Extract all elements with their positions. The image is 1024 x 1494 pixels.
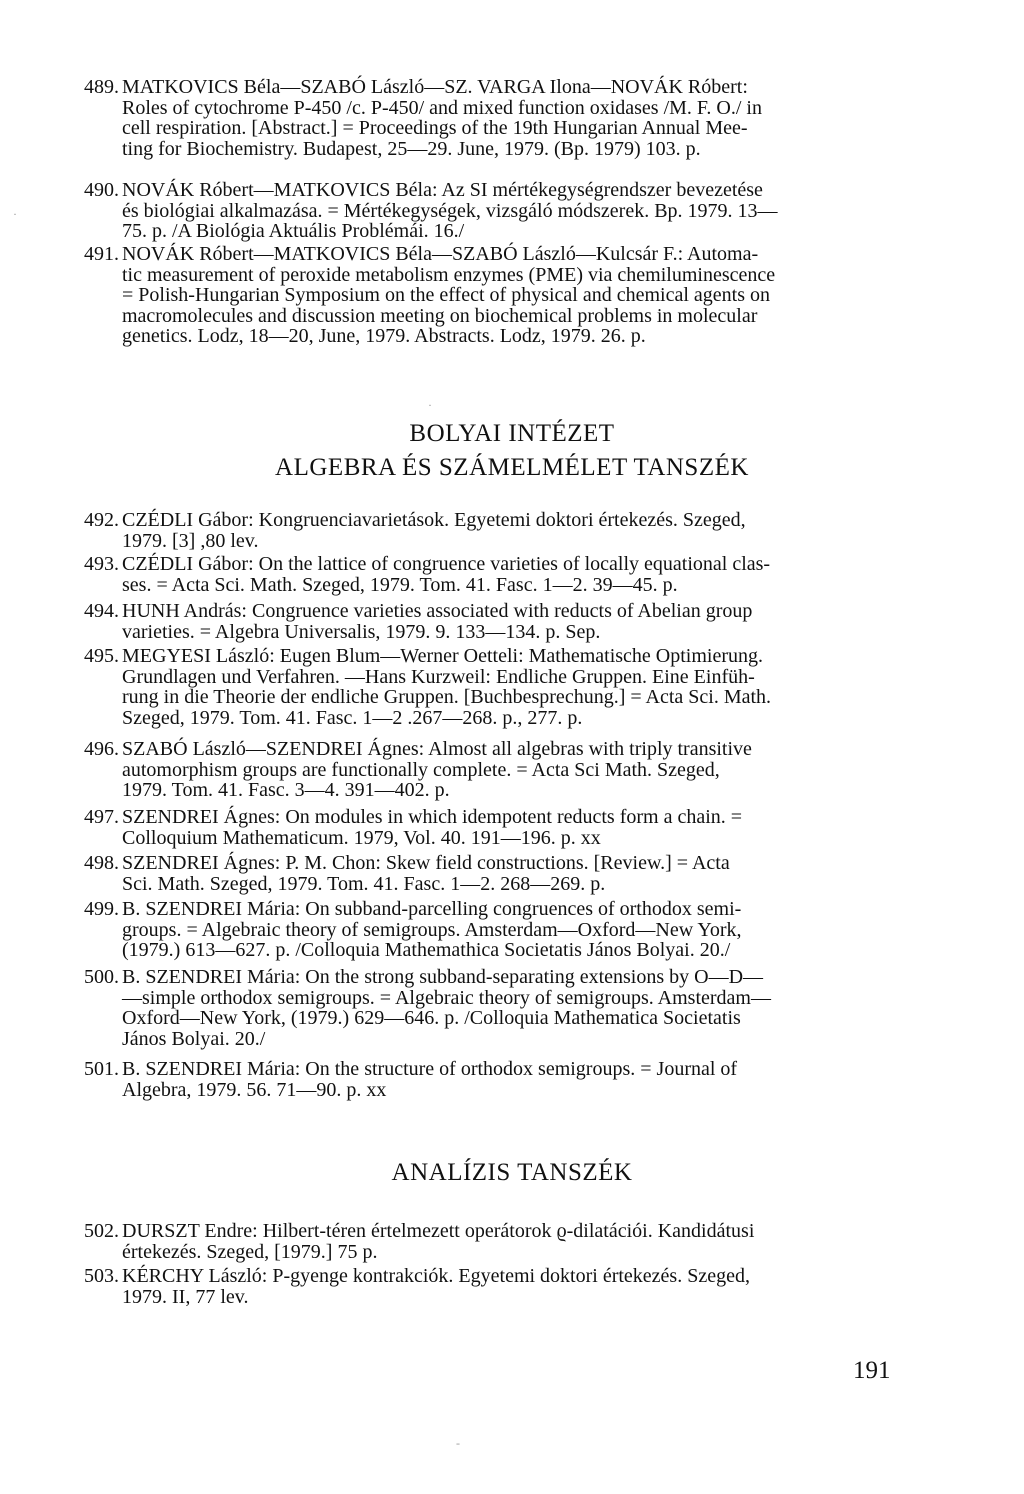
entry-line: tic measurement of peroxide metabolism enzymes (PME) via chemiluminescence xyxy=(122,263,776,286)
entry-line: CZÉDLI Gábor: On the lattice of congruence varieties of locally equational clas- xyxy=(122,553,771,575)
entry-number: 503. xyxy=(84,1265,119,1287)
entry-line: Roles of cytochrome P-450 /c. P-450/ and mixed function oxidases /M. F. O./ in xyxy=(122,96,762,119)
scan-speck: · xyxy=(13,207,17,221)
entry-line: CZÉDLI Gábor: Kongruenciavarietások. Egyetemi doktori értekezés. Szeged, xyxy=(122,509,746,531)
bibliography-entry-493 xyxy=(84,554,904,595)
bibliography-entry-492 xyxy=(84,510,904,551)
entry-number: 492. xyxy=(84,509,119,531)
entry-number: 494. xyxy=(84,600,119,622)
scan-speck: · xyxy=(428,398,432,412)
entry-line: B. SZENDREI Mária: On the structure of orthodox semigroups. = Journal of xyxy=(122,1058,738,1080)
entry-line: genetics. Lodz, 18—20, June, 1979. Abstracts. Lodz, 1979. 26. p. xyxy=(122,325,646,348)
bibliography-entry-502 xyxy=(84,1221,904,1262)
entry-number: 493. xyxy=(84,553,119,575)
entry-number: 491. xyxy=(84,243,119,265)
entry-line: DURSZT Endre: Hilbert-téren értelmezett operátorok ϱ-dilatációi. Kandidátusi xyxy=(122,1220,755,1242)
bibliography-entry-489 xyxy=(84,77,904,159)
bibliography-entry-500 xyxy=(84,967,904,1049)
entry-line: SZABÓ László—SZENDREI Ágnes: Almost all algebras with triply transitive xyxy=(122,738,752,760)
entry-line: cell respiration. [Abstract.] = Proceedings of the 19th Hungarian Annual Mee- xyxy=(122,117,748,140)
entry-line: ting for Biochemistry. Budapest, 25—29. June, 1979. (Bp. 1979) 103. p. xyxy=(122,137,701,160)
entry-line: = Polish-Hungarian Symposium on the effect of physical and chemical agents on xyxy=(122,284,770,307)
entry-line: 75. p. /A Biológia Aktuális Problémái. 16./ xyxy=(122,220,465,243)
entry-number: 502. xyxy=(84,1220,119,1242)
bibliography-entry-498 xyxy=(84,853,904,894)
entry-line: MATKOVICS Béla—SZABÓ László—SZ. VARGA Ilona—NOVÁK Róbert: xyxy=(122,76,748,98)
entry-line: Algebra, 1979. 56. 71—90. p. xx xyxy=(122,1078,387,1101)
entry-line: B. SZENDREI Mária: On the strong subband-separating extensions by O—D— xyxy=(122,966,764,988)
scan-speck: - xyxy=(456,1436,460,1450)
entry-line: és biológiai alkalmazása. = Mértékegységek, vizsgáló módszerek. Bp. 1979. 13— xyxy=(122,199,778,222)
entry-line: HUNH András: Congruence varieties associated with reducts of Abelian group xyxy=(122,600,753,622)
entry-number: 496. xyxy=(84,738,119,760)
entry-number: 497. xyxy=(84,806,119,828)
section-heading-analysis: ANALÍZIS TANSZÉK xyxy=(391,1159,633,1186)
entry-line: automorphism groups are functionally complete. = Acta Sci Math. Szeged, xyxy=(122,758,720,781)
entry-number: 495. xyxy=(84,645,119,667)
entry-line: varieties. = Algebra Universalis, 1979. 9. 133—134. p. Sep. xyxy=(122,620,601,643)
entry-line: macromolecules and discussion meeting on biochemical problems in molecular xyxy=(122,304,758,327)
entry-number: 499. xyxy=(84,898,119,920)
bibliography-entry-494 xyxy=(84,601,904,642)
bibliography-entry-490 xyxy=(84,180,904,242)
entry-line: értekezés. Szeged, [1979.] 75 p. xyxy=(122,1240,378,1263)
entry-number: 490. xyxy=(84,179,119,201)
page-number: 191 xyxy=(853,1357,891,1384)
entry-line: rung in die Theorie der endliche Gruppen. [Buchbesprechung.] = Acta Sci. Math. xyxy=(122,686,772,709)
section-heading-institute: BOLYAI INTÉZET xyxy=(409,420,615,447)
entry-line: KÉRCHY László: P-gyenge kontrakciók. Egyetemi doktori értekezés. Szeged, xyxy=(122,1265,750,1287)
entry-line: Grundlagen und Verfahren. —Hans Kurzweil: Endliche Gruppen. Eine Einfüh- xyxy=(122,665,755,688)
section-heading-department: ALGEBRA ÉS SZÁMELMÉLET TANSZÉK xyxy=(275,454,749,481)
entry-line: 1979. [3] ,80 lev. xyxy=(122,529,259,552)
bibliography-entry-495 xyxy=(84,646,904,728)
entry-number: 489. xyxy=(84,76,119,98)
bibliography-entry-499 xyxy=(84,899,904,961)
bibliography-entry-496 xyxy=(84,739,904,801)
entry-line: groups. = Algebraic theory of semigroups. Amsterdam—Oxford—New York, xyxy=(122,918,742,941)
entry-line: Colloquium Mathematicum. 1979, Vol. 40. 191—196. p. xx xyxy=(122,826,601,849)
entry-line: —simple orthodox semigroups. = Algebraic theory of semigroups. Amsterdam— xyxy=(122,986,771,1009)
entry-number: 498. xyxy=(84,852,119,874)
entry-line: Sci. Math. Szeged, 1979. Tom. 41. Fasc. 1—2. 268—269. p. xyxy=(122,872,606,895)
entry-line: 1979. Tom. 41. Fasc. 3—4. 391—402. p. xyxy=(122,779,450,802)
bibliography-entry-501 xyxy=(84,1059,904,1100)
bibliography-entry-503 xyxy=(84,1266,904,1307)
bibliography-entry-491 xyxy=(84,244,904,347)
entry-number: 500. xyxy=(84,966,119,988)
entry-line: Szeged, 1979. Tom. 41. Fasc. 1—2 .267—268. p., 277. p. xyxy=(122,706,583,729)
bibliography-entry-497 xyxy=(84,807,904,848)
entry-line: SZENDREI Ágnes: P. M. Chon: Skew field constructions. [Review.] = Acta xyxy=(122,852,730,874)
entry-number: 501. xyxy=(84,1058,119,1080)
entry-line: B. SZENDREI Mária: On subband-parcelling congruences of orthodox semi- xyxy=(122,898,742,920)
entry-line: János Bolyai. 20./ xyxy=(122,1027,266,1050)
entry-line: NOVÁK Róbert—MATKOVICS Béla—SZABÓ László—Kulcsár F.: Automa- xyxy=(122,243,759,265)
entry-line: NOVÁK Róbert—MATKOVICS Béla: Az SI mértékegységrendszer bevezetése xyxy=(122,179,763,201)
entry-line: 1979. II, 77 lev. xyxy=(122,1285,249,1308)
entry-line: MEGYESI László: Eugen Blum—Werner Oetteli: Mathematische Optimierung. xyxy=(122,645,764,667)
entry-line: (1979.) 613—627. p. /Colloquia Mathemathica Societatis János Bolyai. 20./ xyxy=(122,939,731,962)
entry-line: Oxford—New York, (1979.) 629—646. p. /Colloquia Mathematica Societatis xyxy=(122,1007,741,1030)
entry-line: SZENDREI Ágnes: On modules in which idempotent reducts form a chain. = xyxy=(122,806,743,828)
entry-line: ses. = Acta Sci. Math. Szeged, 1979. Tom. 41. Fasc. 1—2. 39—45. p. xyxy=(122,573,678,596)
